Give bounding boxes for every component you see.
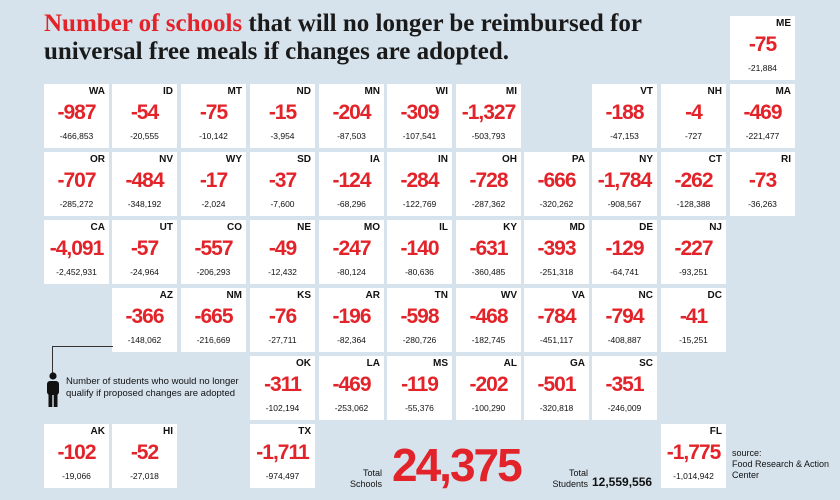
state-tile-mi <box>456 84 521 148</box>
students-value: -251,318 <box>539 267 574 277</box>
schools-value: -469 <box>743 101 782 124</box>
students-value: -15,251 <box>679 335 708 345</box>
source-text: Food Research & Action Center <box>732 459 830 480</box>
state-tile-vt <box>592 84 657 148</box>
schools-value: -124 <box>332 169 371 192</box>
schools-value: -41 <box>679 305 708 328</box>
schools-value: -75 <box>199 101 228 124</box>
students-value: -320,818 <box>539 403 574 413</box>
state-tile-nj <box>661 220 726 284</box>
schools-value: -1,327 <box>461 101 516 124</box>
schools-value: -4,091 <box>49 237 104 260</box>
students-value: -182,745 <box>471 335 506 345</box>
state-abbr: NE <box>297 222 311 233</box>
students-value: -148,062 <box>127 335 162 345</box>
students-value: -2,024 <box>201 199 226 209</box>
state-tile-wv <box>456 288 521 352</box>
state-abbr: IL <box>439 222 448 233</box>
schools-value: -76 <box>268 305 297 328</box>
schools-value: -140 <box>400 237 439 260</box>
students-value: -27,018 <box>130 471 159 481</box>
state-tile-wy <box>181 152 246 216</box>
state-abbr: CT <box>708 154 722 165</box>
schools-value: -468 <box>469 305 508 328</box>
schools-value: -794 <box>605 305 644 328</box>
schools-value: -598 <box>400 305 439 328</box>
schools-value: -631 <box>469 237 508 260</box>
students-value: -10,142 <box>199 131 228 141</box>
state-abbr: AR <box>365 290 380 301</box>
state-abbr: KY <box>503 222 517 233</box>
state-abbr: CA <box>90 222 105 233</box>
state-tile-ar <box>319 288 384 352</box>
state-tile-md <box>524 220 589 284</box>
schools-value: -393 <box>537 237 576 260</box>
students-value: -320,262 <box>539 199 574 209</box>
state-abbr: TN <box>434 290 448 301</box>
students-value: -12,432 <box>268 267 297 277</box>
state-tile-ct <box>661 152 726 216</box>
students-value: -80,124 <box>337 267 366 277</box>
schools-value: -284 <box>400 169 439 192</box>
state-abbr: MA <box>775 86 791 97</box>
students-value: -47,153 <box>610 131 639 141</box>
total-students-label: Total Students <box>552 468 588 489</box>
schools-value: -987 <box>57 101 96 124</box>
schools-value: -728 <box>469 169 508 192</box>
state-tile-mo <box>319 220 384 284</box>
students-value: -128,388 <box>676 199 711 209</box>
state-abbr: AZ <box>159 290 173 301</box>
students-value: -216,669 <box>196 335 231 345</box>
state-abbr: WY <box>225 154 242 165</box>
state-abbr: ME <box>776 18 791 29</box>
schools-value: -262 <box>674 169 713 192</box>
state-abbr: FL <box>709 426 722 437</box>
students-value: -68,296 <box>337 199 366 209</box>
students-value: -122,769 <box>402 199 437 209</box>
state-tile-mt <box>181 84 246 148</box>
state-abbr: WI <box>435 86 448 97</box>
schools-value: -501 <box>537 373 576 396</box>
state-tile-sc <box>592 356 657 420</box>
title-rest: that will no longer be reimbursed for universal free meals if changes are adopted. <box>44 10 642 65</box>
state-abbr: NJ <box>709 222 722 233</box>
state-tile-dc <box>661 288 726 352</box>
schools-value: -311 <box>264 373 301 396</box>
state-tile-or <box>44 152 109 216</box>
students-value: -102,194 <box>265 403 300 413</box>
state-abbr: WV <box>500 290 517 301</box>
students-value: -408,887 <box>607 335 642 345</box>
state-tile-wa <box>44 84 109 148</box>
state-tile-pa <box>524 152 589 216</box>
students-value: -100,290 <box>471 403 506 413</box>
students-value: -280,726 <box>402 335 437 345</box>
state-tile-va <box>524 288 589 352</box>
schools-value: -227 <box>674 237 713 260</box>
state-abbr: CO <box>227 222 242 233</box>
state-tile-mn <box>319 84 384 148</box>
state-tile-al <box>456 356 521 420</box>
students-value: -348,192 <box>127 199 162 209</box>
state-abbr: MD <box>569 222 585 233</box>
title-highlight: Number of schools <box>44 10 243 37</box>
state-abbr: OR <box>90 154 105 165</box>
total-schools-label: Total Schools <box>349 468 382 489</box>
state-tile-ks <box>250 288 315 352</box>
state-abbr: WA <box>88 86 105 97</box>
state-abbr: MN <box>364 86 380 97</box>
schools-value: -1,775 <box>666 441 721 464</box>
students-value: -80,636 <box>405 267 434 277</box>
source-label: source: <box>732 448 762 458</box>
state-abbr: HI <box>163 426 173 437</box>
students-value: -93,251 <box>679 267 708 277</box>
students-value: -1,014,942 <box>673 471 714 481</box>
students-value: -27,711 <box>268 335 297 345</box>
page-title <box>44 10 684 66</box>
schools-value: -1,711 <box>256 441 309 464</box>
state-abbr: DC <box>707 290 722 301</box>
students-value: -246,009 <box>607 403 642 413</box>
state-tile-ky <box>456 220 521 284</box>
schools-value: -75 <box>748 33 777 56</box>
state-abbr: IN <box>438 154 448 165</box>
state-abbr: SD <box>297 154 311 165</box>
students-value: -466,853 <box>59 131 94 141</box>
state-tile-az <box>112 288 177 352</box>
state-tile-ak <box>44 424 109 488</box>
students-value: -20,555 <box>130 131 159 141</box>
schools-value: -309 <box>400 101 439 124</box>
schools-value: -202 <box>469 373 508 396</box>
total-students-value: 12,559,556 <box>592 475 653 489</box>
schools-value: -129 <box>605 237 644 260</box>
schools-value: -119 <box>401 373 438 396</box>
schools-value: -73 <box>748 169 777 192</box>
students-value: -221,477 <box>745 131 780 141</box>
state-tile-de <box>592 220 657 284</box>
students-value: -451,117 <box>540 335 573 345</box>
state-abbr: LA <box>366 358 380 369</box>
state-abbr: PA <box>571 154 585 165</box>
students-value: -253,062 <box>334 403 369 413</box>
schools-value: -49 <box>268 237 297 260</box>
state-abbr: GA <box>570 358 585 369</box>
students-value: -24,964 <box>130 267 159 277</box>
state-abbr: MI <box>505 86 517 97</box>
schools-value: -1,784 <box>597 169 652 192</box>
schools-value: -784 <box>537 305 576 328</box>
state-abbr: MT <box>227 86 242 97</box>
students-value: -19,066 <box>62 471 91 481</box>
state-abbr: OK <box>296 358 311 369</box>
students-value: -360,485 <box>471 267 506 277</box>
schools-value: -54 <box>130 101 159 124</box>
schools-value: -557 <box>194 237 233 260</box>
state-tile-in <box>387 152 452 216</box>
state-abbr: VA <box>571 290 585 301</box>
students-value: -206,293 <box>196 267 231 277</box>
state-abbr: SC <box>639 358 653 369</box>
state-tile-tn <box>387 288 452 352</box>
state-tile-ga <box>524 356 589 420</box>
state-tile-hi <box>112 424 177 488</box>
schools-value: -247 <box>332 237 371 260</box>
students-value: -908,567 <box>607 199 642 209</box>
state-tile-il <box>387 220 452 284</box>
schools-value: -366 <box>125 305 164 328</box>
state-abbr: AL <box>503 358 517 369</box>
state-abbr: VT <box>640 86 653 97</box>
source-note <box>732 448 840 481</box>
state-tile-ia <box>319 152 384 216</box>
students-value: -2,452,931 <box>56 267 97 277</box>
state-abbr: MO <box>363 222 380 233</box>
schools-value: -484 <box>125 169 164 192</box>
state-tile-ms <box>387 356 452 420</box>
state-tile-ok <box>250 356 315 420</box>
state-tile-id <box>112 84 177 148</box>
schools-value: -196 <box>332 305 371 328</box>
students-value: -55,376 <box>405 403 434 413</box>
schools-value: -666 <box>537 169 576 192</box>
schools-value: -15 <box>268 101 297 124</box>
state-abbr: NY <box>639 154 653 165</box>
state-abbr: NV <box>159 154 173 165</box>
students-value: -87,503 <box>337 131 366 141</box>
state-tile-wi <box>387 84 452 148</box>
schools-value: -351 <box>605 373 644 396</box>
state-tile-co <box>181 220 246 284</box>
state-tile-sd <box>250 152 315 216</box>
schools-value: -469 <box>332 373 371 396</box>
students-value: -82,364 <box>337 335 366 345</box>
schools-value: -37 <box>268 169 297 192</box>
state-tile-ca <box>44 220 109 284</box>
state-abbr: DE <box>639 222 653 233</box>
state-tile-nm <box>181 288 246 352</box>
person-icon <box>44 372 62 408</box>
state-abbr: MS <box>433 358 448 369</box>
schools-value: -57 <box>130 237 159 260</box>
schools-value: -4 <box>685 101 702 124</box>
state-tile-nc <box>592 288 657 352</box>
state-tile-fl <box>661 424 726 488</box>
state-tile-tx <box>250 424 315 488</box>
state-tile-nv <box>112 152 177 216</box>
students-value: -503,793 <box>471 131 506 141</box>
schools-value: -707 <box>57 169 96 192</box>
state-abbr: UT <box>159 222 173 233</box>
legend-text: Number of students who would no longer qualify if proposed changes are adopted <box>66 376 239 399</box>
state-tile-me <box>730 16 795 80</box>
schools-value: -17 <box>199 169 228 192</box>
students-value: -285,272 <box>59 199 94 209</box>
state-abbr: NH <box>707 86 722 97</box>
state-tile-ri <box>730 152 795 216</box>
legend-leader-line <box>52 346 113 375</box>
state-abbr: RI <box>781 154 791 165</box>
students-value: -21,884 <box>748 63 777 73</box>
state-abbr: NM <box>226 290 242 301</box>
students-value: -36,263 <box>748 199 777 209</box>
state-tile-ne <box>250 220 315 284</box>
state-abbr: OH <box>502 154 517 165</box>
schools-value: -204 <box>332 101 371 124</box>
total-schools-value: 24,375 <box>392 439 521 491</box>
schools-value: -102 <box>57 441 96 464</box>
state-abbr: AK <box>90 426 105 437</box>
students-value: -3,954 <box>270 131 295 141</box>
schools-value: -52 <box>130 441 159 464</box>
state-abbr: ID <box>163 86 173 97</box>
students-value: -64,741 <box>610 267 639 277</box>
state-tile-ma <box>730 84 795 148</box>
state-abbr: KS <box>297 290 311 301</box>
students-value: -287,362 <box>471 199 506 209</box>
students-value: -7,600 <box>270 199 295 209</box>
schools-value: -188 <box>605 101 644 124</box>
state-abbr: NC <box>638 290 653 301</box>
state-tile-ut <box>112 220 177 284</box>
state-tile-la <box>319 356 384 420</box>
state-tile-oh <box>456 152 521 216</box>
state-tile-nd <box>250 84 315 148</box>
state-tile-ny <box>592 152 657 216</box>
students-value: -974,497 <box>265 471 300 481</box>
students-value: -727 <box>684 131 702 141</box>
state-abbr: ND <box>296 86 311 97</box>
students-value: -107,541 <box>402 131 437 141</box>
schools-value: -665 <box>194 305 233 328</box>
state-abbr: IA <box>370 154 380 165</box>
state-abbr: TX <box>298 426 311 437</box>
state-tile-nh <box>661 84 726 148</box>
